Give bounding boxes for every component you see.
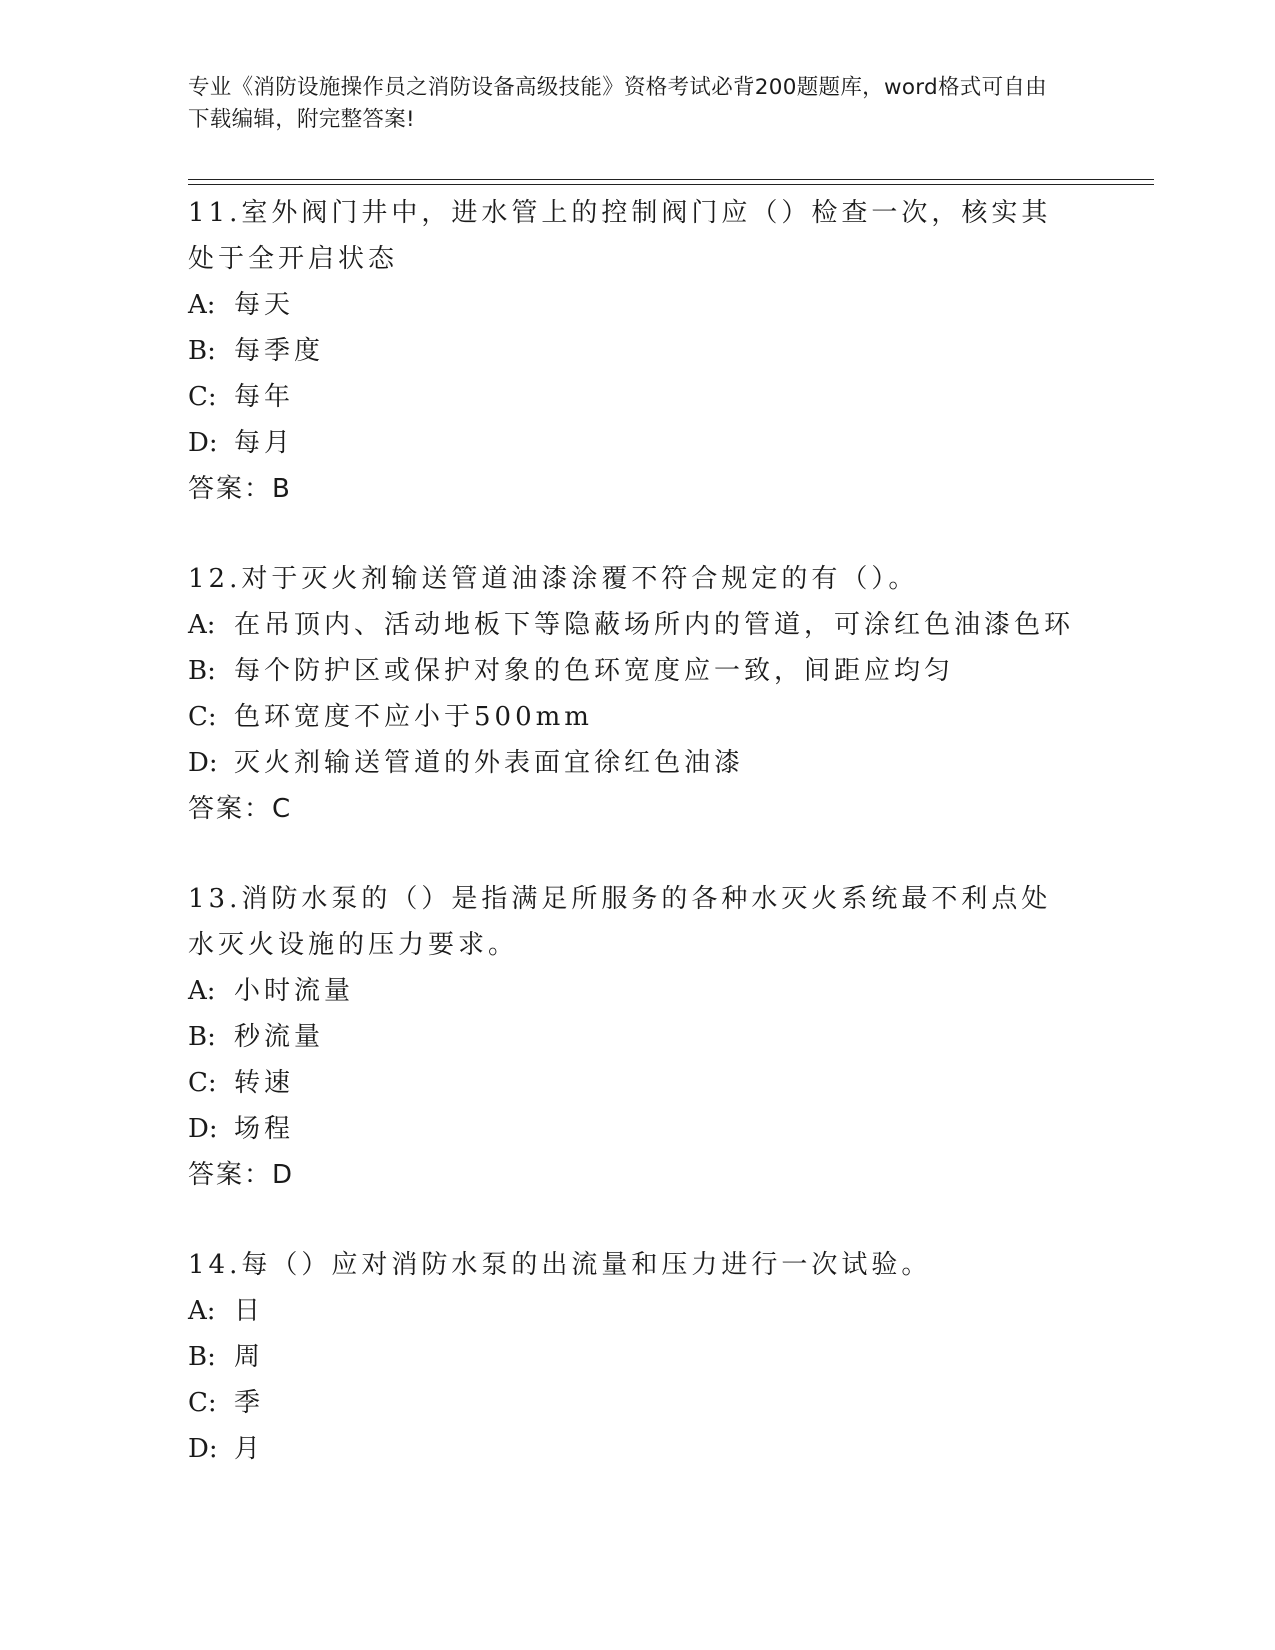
option-text: 秒流量 xyxy=(234,1022,325,1052)
option-b xyxy=(188,648,1088,694)
option-c xyxy=(188,1060,1088,1106)
question-number: 12. xyxy=(188,564,242,594)
option-d xyxy=(188,1426,1088,1472)
option-label: B: xyxy=(188,656,216,686)
header-divider-top xyxy=(188,179,1154,180)
question-stem xyxy=(188,190,1078,282)
option-label: C: xyxy=(188,1388,217,1418)
option-text: 周 xyxy=(234,1342,265,1372)
question-stem xyxy=(188,876,1078,968)
option-b xyxy=(188,1014,1088,1060)
option-d xyxy=(188,420,1088,466)
option-text: 在吊顶内、活动地板下等隐蔽场所内的管道，可涂红色油漆色环 xyxy=(234,610,1075,640)
option-b xyxy=(188,1334,1088,1380)
question-text: 室外阀门井中，进水管上的控制阀门应（）检查一次，核实其处于全开启状态 xyxy=(188,198,1052,274)
option-label: C: xyxy=(188,702,217,732)
option-label: A: xyxy=(188,610,216,640)
question-spacer xyxy=(188,832,1088,876)
option-label: A: xyxy=(188,290,216,320)
option-text: 每个防护区或保护对象的色环宽度应一致，间距应均匀 xyxy=(234,656,955,686)
question-12 xyxy=(188,556,1088,832)
document-header xyxy=(188,72,1068,136)
option-label: D: xyxy=(188,748,218,778)
option-a xyxy=(188,1288,1088,1334)
option-label: B: xyxy=(188,1342,216,1372)
option-label: C: xyxy=(188,382,217,412)
option-a xyxy=(188,968,1088,1014)
question-number: 11. xyxy=(188,198,242,228)
option-label: C: xyxy=(188,1068,217,1098)
option-label: B: xyxy=(188,1022,216,1052)
option-c xyxy=(188,694,1088,740)
option-label: D: xyxy=(188,1114,218,1144)
answer-value: D xyxy=(272,1160,293,1190)
option-label: B: xyxy=(188,336,216,366)
question-number: 14. xyxy=(188,1250,242,1280)
document-title: 专业《消防设施操作员之消防设备高级技能》资格考试必背200题题库，word格式可自由下载编辑，附完整答案! xyxy=(188,75,1047,132)
option-text: 每年 xyxy=(234,382,295,412)
option-text: 季 xyxy=(234,1388,265,1418)
question-text: 对于灭火剂输送管道油漆涂覆不符合规定的有（）。 xyxy=(241,564,919,594)
question-text: 每（）应对消防水泵的出流量和压力进行一次试验。 xyxy=(241,1250,932,1280)
answer-line xyxy=(188,786,1088,832)
answer-line xyxy=(188,466,1088,512)
option-text: 转速 xyxy=(234,1068,295,1098)
option-text: 色环宽度不应小于500mm xyxy=(234,702,593,732)
question-14 xyxy=(188,1242,1088,1472)
answer-label: 答案： xyxy=(188,1160,273,1190)
question-stem xyxy=(188,556,1078,602)
option-text: 每季度 xyxy=(234,336,325,366)
option-text: 场程 xyxy=(234,1114,295,1144)
question-stem xyxy=(188,1242,1078,1288)
option-label: A: xyxy=(188,976,216,1006)
answer-value: B xyxy=(272,474,290,504)
option-d xyxy=(188,740,1088,786)
answer-label: 答案： xyxy=(188,474,273,504)
option-d xyxy=(188,1106,1088,1152)
question-13 xyxy=(188,876,1088,1198)
answer-label: 答案： xyxy=(188,794,273,824)
option-a xyxy=(188,602,1088,648)
option-text: 每天 xyxy=(234,290,295,320)
question-spacer xyxy=(188,512,1088,556)
question-text: 消防水泵的（）是指满足所服务的各种水灭火系统最不利点处水灭火设施的压力要求。 xyxy=(188,884,1052,960)
option-text: 日 xyxy=(234,1296,265,1326)
answer-line xyxy=(188,1152,1088,1198)
option-text: 月 xyxy=(234,1434,265,1464)
option-a xyxy=(188,282,1088,328)
question-number: 13. xyxy=(188,884,242,914)
option-b xyxy=(188,328,1088,374)
question-11 xyxy=(188,190,1088,512)
option-label: D: xyxy=(188,428,218,458)
option-text: 小时流量 xyxy=(234,976,355,1006)
option-c xyxy=(188,374,1088,420)
option-c xyxy=(188,1380,1088,1426)
answer-value: C xyxy=(272,794,291,824)
option-label: A: xyxy=(188,1296,216,1326)
option-text: 每月 xyxy=(234,428,295,458)
option-text: 灭火剂输送管道的外表面宜徐红色油漆 xyxy=(234,748,745,778)
option-label: D: xyxy=(188,1434,218,1464)
question-list xyxy=(188,190,1088,1472)
question-spacer xyxy=(188,1198,1088,1242)
header-divider-bottom xyxy=(188,184,1154,185)
